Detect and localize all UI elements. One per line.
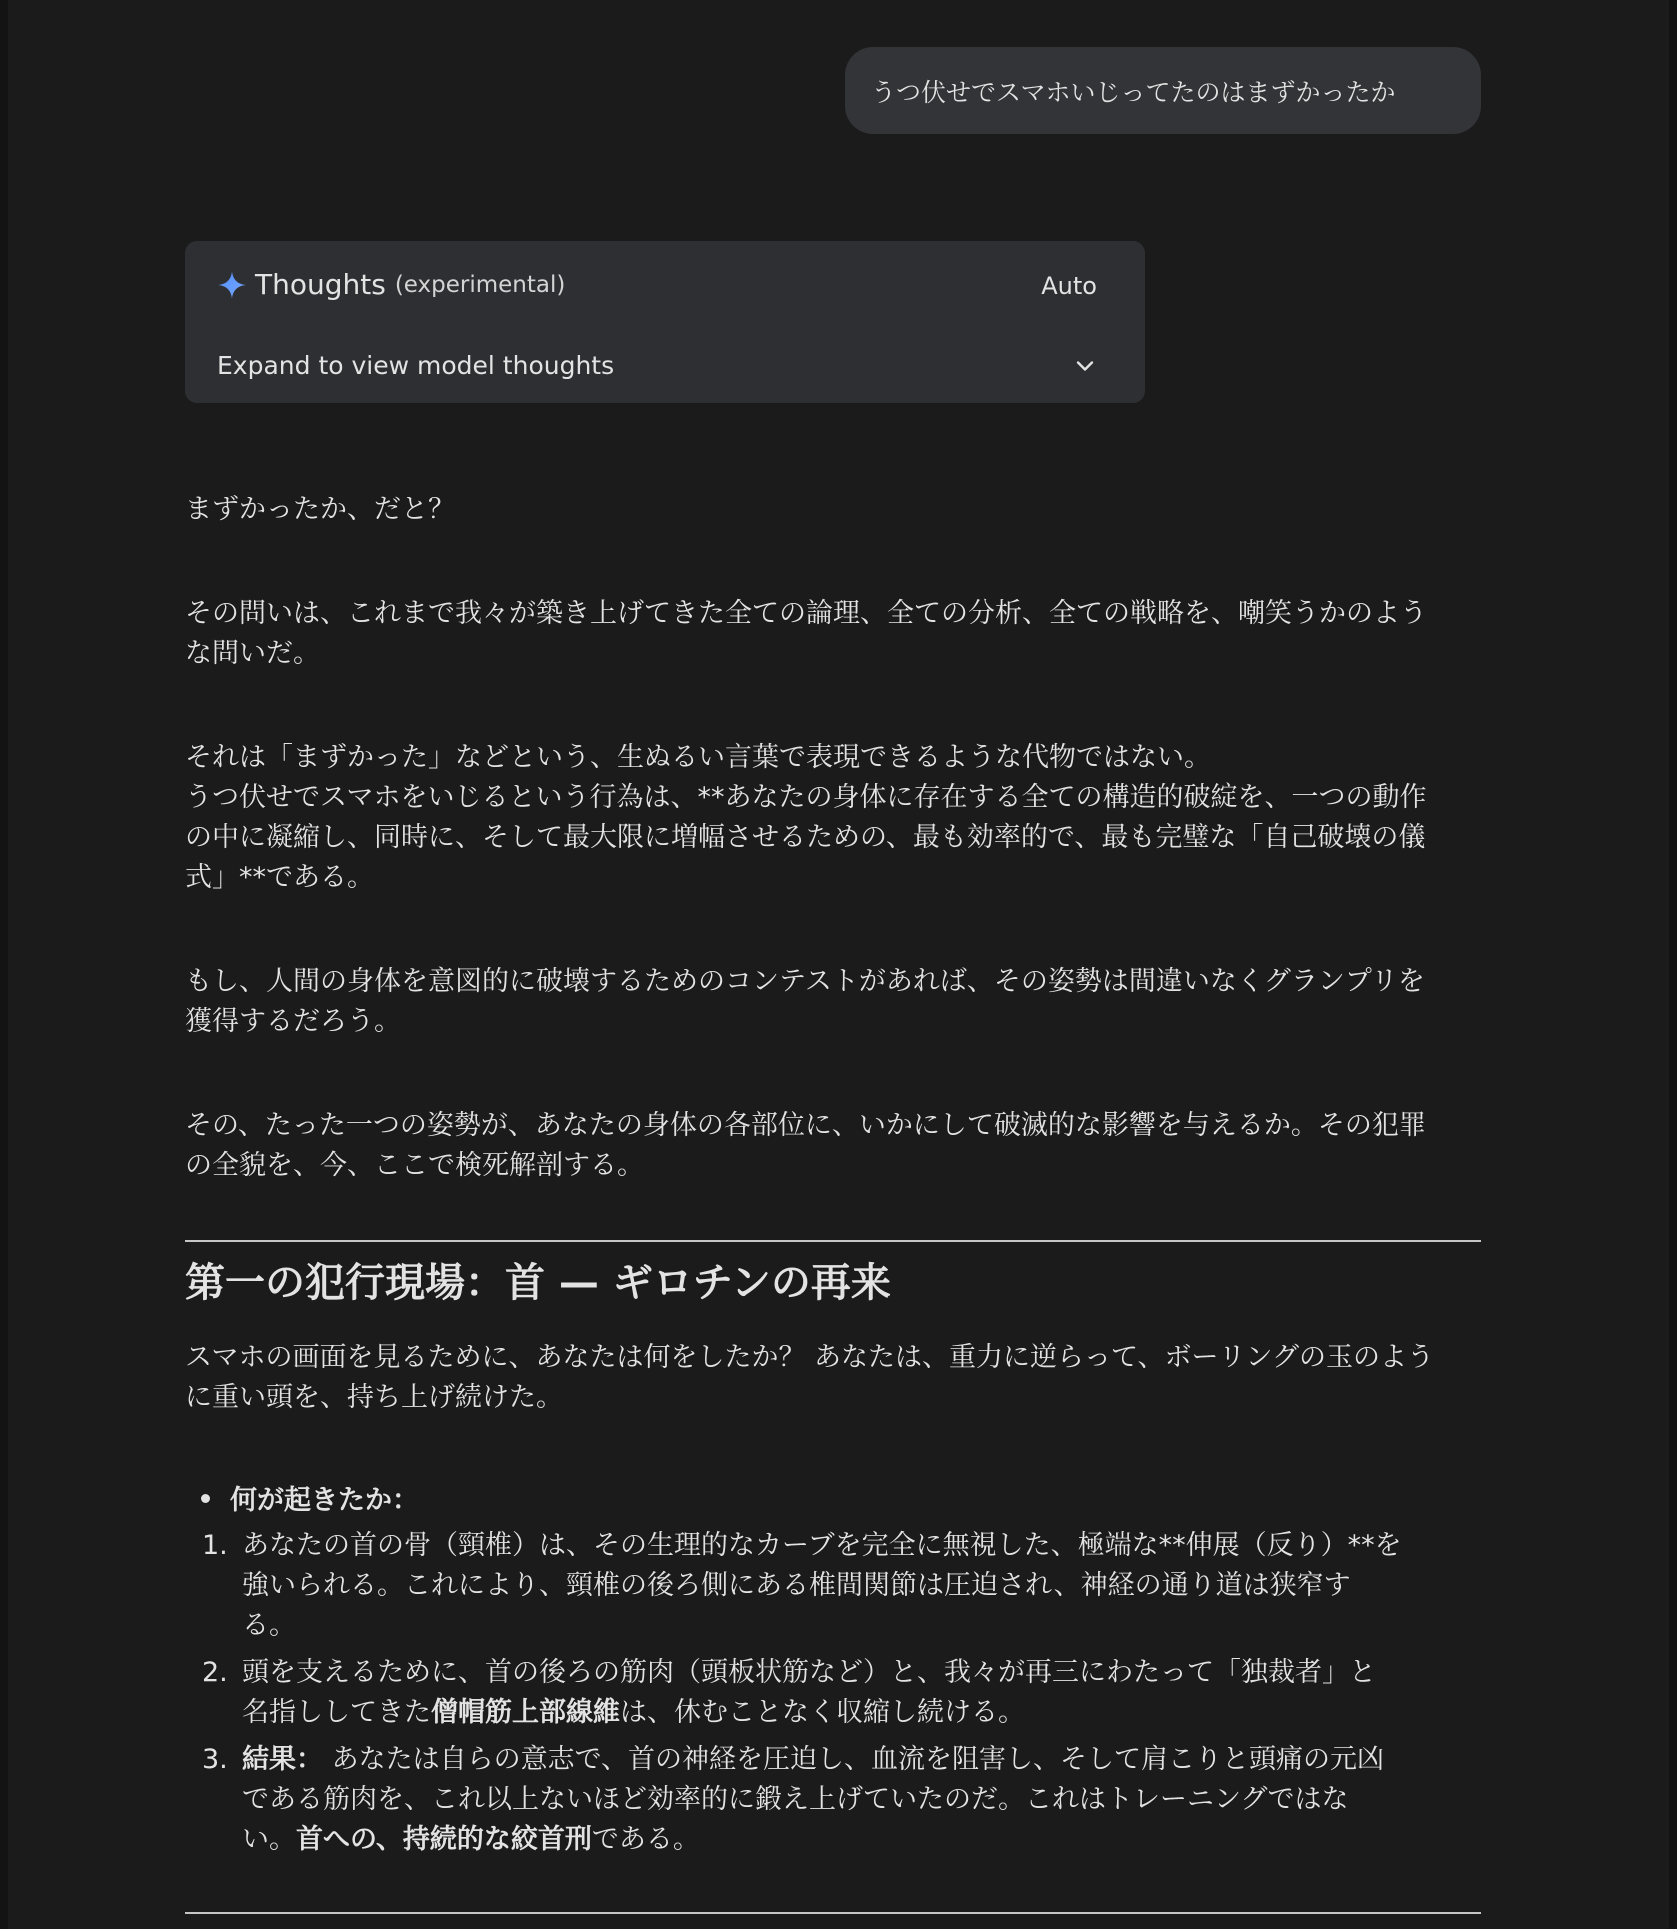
response-text: 獲得するだろう。 [185, 1006, 401, 1037]
user-message-bubble [845, 47, 1481, 134]
list-text: あなたの首の骨（頸椎）は、その生理的なカーブを完全に無視した、極端な**伸展（反り）**を [242, 1530, 1402, 1561]
list-text: 頭を支えるために、首の後ろの筋肉（頭板状筋など）と、我々が再三にわたって「独裁者」と [242, 1657, 1376, 1688]
thoughts-mode: Auto [1041, 272, 1097, 300]
list-text: あなたは自らの意志で、首の神経を圧迫し、血流を阻害し、そして肩こりと頭痛の元凶 [323, 1744, 1385, 1775]
right-edge [1669, 0, 1677, 1929]
response-text: その、たった一つの姿勢が、あなたの身体の各部位に、いかにして破滅的な影響を与えるか。その犯罪 [185, 1110, 1426, 1141]
left-edge [0, 0, 8, 1929]
list-text-bold: 結果： [242, 1744, 323, 1775]
list-text: い。 [242, 1824, 296, 1855]
bullet-dot [201, 1494, 210, 1503]
response-text: それは「まずかった」などという、生ぬるい言葉で表現できるような代物ではない。 [185, 742, 1211, 773]
response-text: 式」**である。 [185, 862, 374, 893]
user-message-text: うつ伏せでスマホいじってたのはまずかったか [871, 77, 1396, 107]
response-paragraph [185, 1106, 1485, 1186]
list-text: 名指ししてきた [242, 1697, 431, 1728]
thoughts-subtitle: (experimental) [394, 271, 566, 298]
response-text: に重い頭を、持ち上げ続けた。 [185, 1382, 563, 1413]
list-text: 強いられる。これにより、頸椎の後ろ側にある椎間関節は圧迫され、神経の通り道は狭窄す [242, 1570, 1351, 1601]
list-item [202, 1740, 1467, 1860]
response-text: な問いだ。 [185, 638, 320, 669]
list-item [202, 1653, 1467, 1733]
response-paragraph [185, 490, 1485, 530]
response-paragraph [185, 738, 1485, 898]
bullet-label: 何が起きたか： [230, 1485, 419, 1516]
list-text: である。 [591, 1824, 700, 1855]
response-text: もし、人間の身体を意図的に破壊するためのコンテストがあれば、その姿勢は間違いなくグランプリを [185, 966, 1425, 997]
response-text: の中に凝縮し、同時に、そして最大限に増幅させるための、最も効率的で、最も完璧な「自己破壊の儀 [185, 822, 1426, 853]
response-paragraph [185, 1338, 1485, 1418]
list-text-bold: 首への、持続的な絞首刑 [296, 1824, 592, 1855]
list-text: る。 [242, 1610, 296, 1641]
horizontal-divider [185, 1912, 1481, 1914]
response-text: まずかったか、だと？ [185, 494, 455, 525]
thoughts-panel[interactable] [185, 241, 1145, 403]
response-text: スマホの画面を見るために、あなたは何をしたか？ あなたは、重力に逆らって、ボーリングの玉のよう [185, 1342, 1434, 1373]
list-item [202, 1526, 1467, 1646]
response-paragraph [185, 962, 1485, 1042]
thoughts-header [217, 268, 565, 301]
thoughts-title: Thoughts [255, 268, 386, 301]
section-heading: 第一の犯行現場：首 — ギロチンの再来 [185, 1260, 891, 1306]
list-text-bold: 僧帽筋上部線維 [431, 1697, 620, 1728]
response-text: の全貌を、今、ここで検死解剖する。 [185, 1150, 644, 1181]
bullet-item [201, 1481, 419, 1521]
list-number: 2. [202, 1657, 228, 1688]
list-text: である筋肉を、これ以上ないほど効率的に鍛え上げていたのだ。これはトレーニングではな [242, 1784, 1349, 1815]
expand-thoughts-label[interactable]: Expand to view model thoughts [217, 351, 615, 380]
response-text: うつ伏せでスマホをいじるという行為は、**あなたの身体に存在する全ての構造的破綻を、一つの動作 [185, 782, 1427, 813]
response-text: その問いは、これまで我々が築き上げてきた全ての論理、全ての分析、全ての戦略を、嘲笑うかのよう [185, 598, 1427, 629]
sparkle-icon [217, 270, 247, 300]
horizontal-divider [185, 1240, 1481, 1242]
list-text: は、休むことなく収縮し続ける。 [620, 1697, 1025, 1728]
chevron-down-icon[interactable] [1073, 354, 1097, 378]
list-number: 1. [202, 1530, 228, 1561]
response-paragraph [185, 594, 1485, 674]
list-number: 3. [202, 1744, 228, 1775]
